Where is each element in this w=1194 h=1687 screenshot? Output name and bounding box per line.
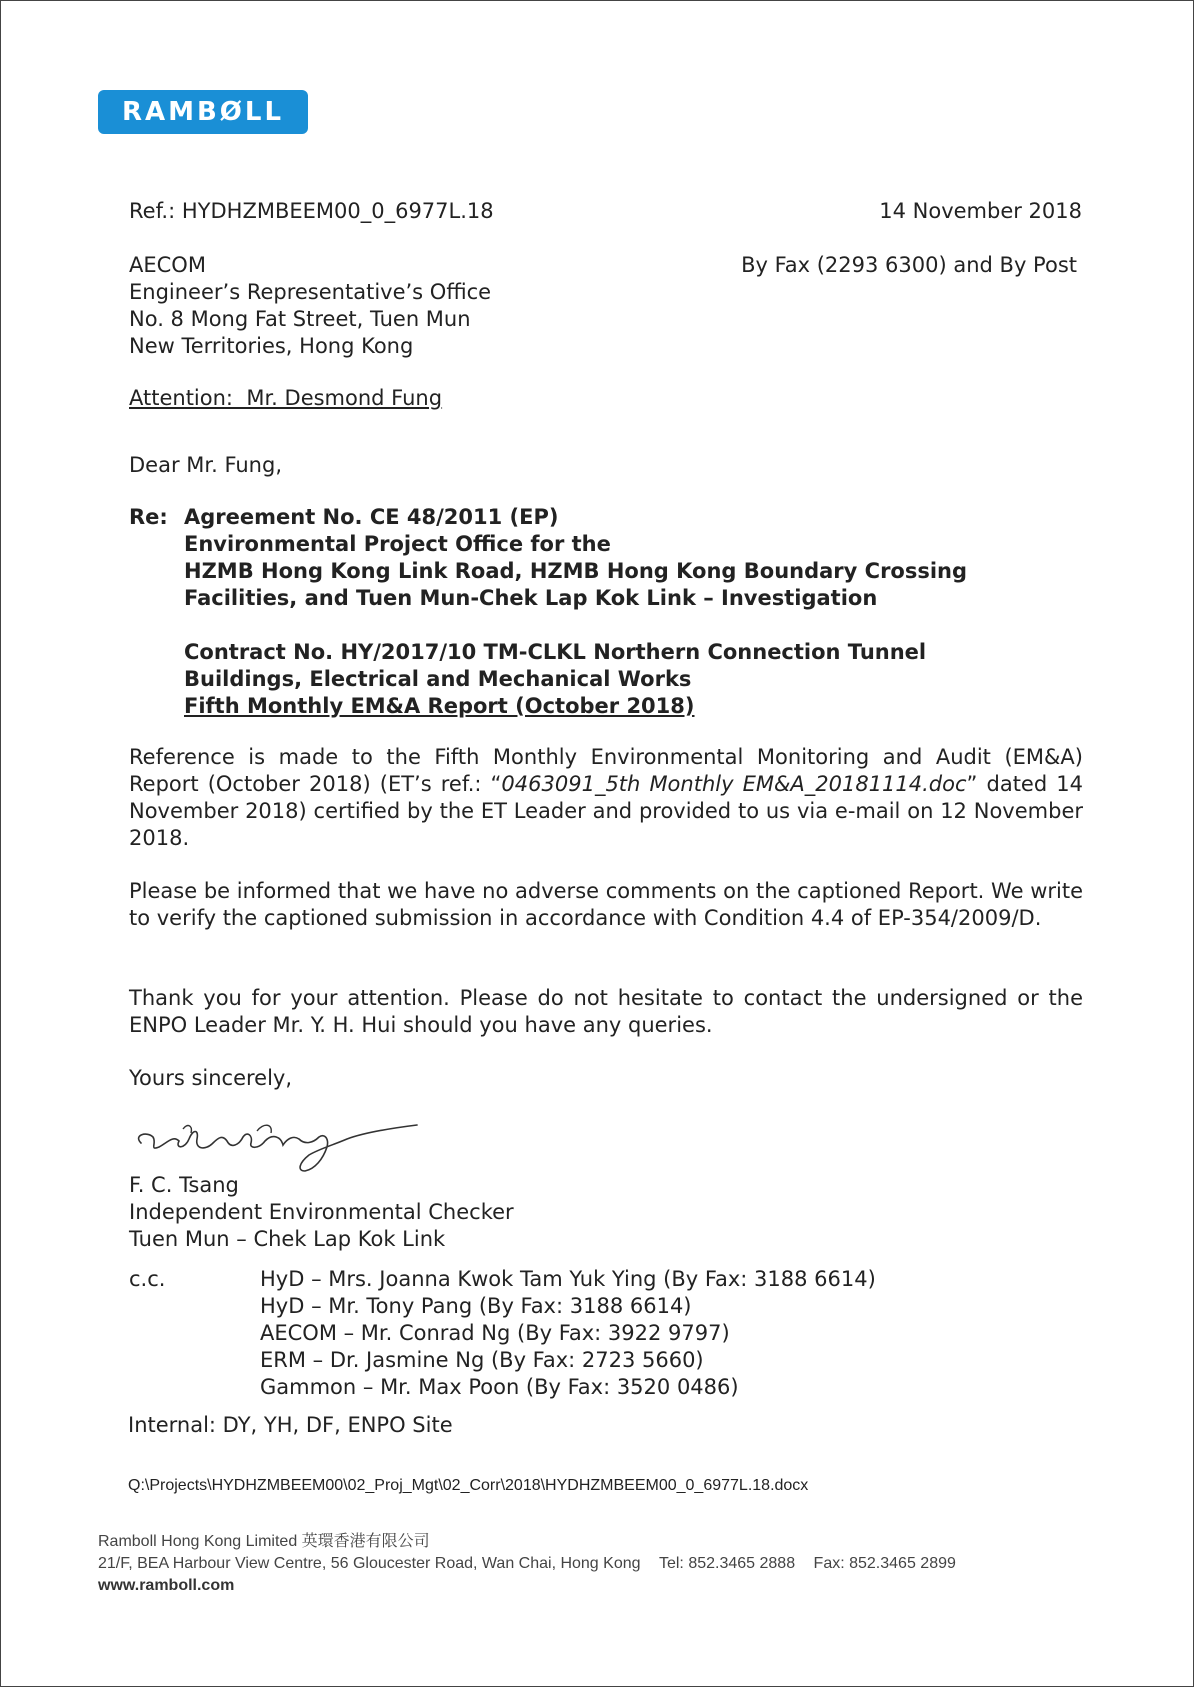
cc-recipient: HyD – Mrs. Joanna Kwok Tam Yuk Ying (By Fax: 3188 6614) [260,1267,876,1291]
paragraph-reference [129,744,1083,852]
paragraph-comments: Please be informed that we have no adverse comments on the captioned Report. We write to verify the captioned submission in accordance with Condition 4.4 of EP-354/2009/D. [129,879,1083,930]
subject-line: Agreement No. CE 48/2011 (EP) [184,505,559,529]
cc-recipient: AECOM – Mr. Conrad Ng (By Fax: 3922 9797) [260,1321,730,1345]
internal-distribution: Internal: DY, YH, DF, ENPO Site [128,1413,453,1437]
footer-fax: Fax: 852.3465 2899 [813,1555,956,1572]
signatory-name: F. C. Tsang [129,1173,239,1197]
cc-recipient: Gammon – Mr. Max Poon (By Fax: 3520 0486) [260,1375,739,1399]
signature-image [123,1109,423,1177]
signatory-project: Tuen Mun – Chek Lap Kok Link [129,1227,446,1251]
paragraph-text: ” dated 14 November 2018) certified by the ET Leader and provided to us via e-mail on 12 November 2018. [129,772,1083,850]
subject-block [184,504,967,720]
footer-tel: Tel: 852.3465 2888 [658,1555,796,1572]
report-title: Fifth Monthly EM&A Report (October 2018) [184,694,695,718]
delivery-method: By Fax (2293 6300) and By Post [741,253,1077,277]
cc-recipient: ERM – Dr. Jasmine Ng (By Fax: 2723 5660) [260,1348,704,1372]
cc-list [260,1266,876,1401]
recipient-line: Engineer’s Representative’s Office [129,280,492,304]
attention-line: Attention: Mr. Desmond Fung [129,386,443,410]
subject-line: HZMB Hong Kong Link Road, HZMB Hong Kong Boundary Crossing [184,559,968,583]
recipient-line: AECOM [129,253,206,277]
document-filename: 0463091_5th Monthly EM&A_20181114.doc [501,772,967,796]
cc-label: c.c. [129,1267,166,1291]
recipient-address [129,252,491,360]
contract-line: Buildings, Electrical and Mechanical Works [184,667,692,691]
salutation: Dear Mr. Fung, [129,453,282,477]
signatory-block [129,1172,514,1253]
paragraph-thanks: Thank you for your attention. Please do not hesitate to contact the undersigned or the ENPO Leader Mr. Y. H. Hui should you have any queries. [129,986,1083,1037]
paragraph-text: Reference is made to the Fifth Monthly Environmental Monitoring and Audit (EM&A) Report (October 2018) (ET’s ref.: “ [129,745,1083,796]
recipient-line: New Territories, Hong Kong [129,334,414,358]
letter-date: 14 November 2018 [879,199,1082,223]
ramboll-logo [98,90,308,134]
footer-website[interactable]: www.ramboll.com [98,1577,235,1594]
subject-line: Facilities, and Tuen Mun-Chek Lap Kok Link – Investigation [184,586,878,610]
signatory-title: Independent Environmental Checker [129,1200,514,1224]
footer-address: 21/F, BEA Harbour View Centre, 56 Gloucester Road, Wan Chai, Hong Kong [98,1555,641,1572]
footer-contact [98,1553,956,1575]
re-label: Re: [129,505,168,529]
file-path: Q:\Projects\HYDHZMBEEM00\02_Proj_Mgt\02_Corr\2018\HYDHZMBEEM00_0_6977L.18.docx [128,1477,809,1494]
logo-text: RAMBØLL [121,97,285,127]
closing: Yours sincerely, [129,1066,293,1090]
contract-line: Contract No. HY/2017/10 TM-CLKL Northern Connection Tunnel [184,640,927,664]
subject-line: Environmental Project Office for the [184,532,611,556]
reference-number: Ref.: HYDHZMBEEM00_0_6977L.18 [129,199,494,223]
cc-recipient: HyD – Mr. Tony Pang (By Fax: 3188 6614) [260,1294,692,1318]
footer-company: Ramboll Hong Kong Limited 英環香港有限公司 [98,1533,430,1550]
recipient-line: No. 8 Mong Fat Street, Tuen Mun [129,307,471,331]
